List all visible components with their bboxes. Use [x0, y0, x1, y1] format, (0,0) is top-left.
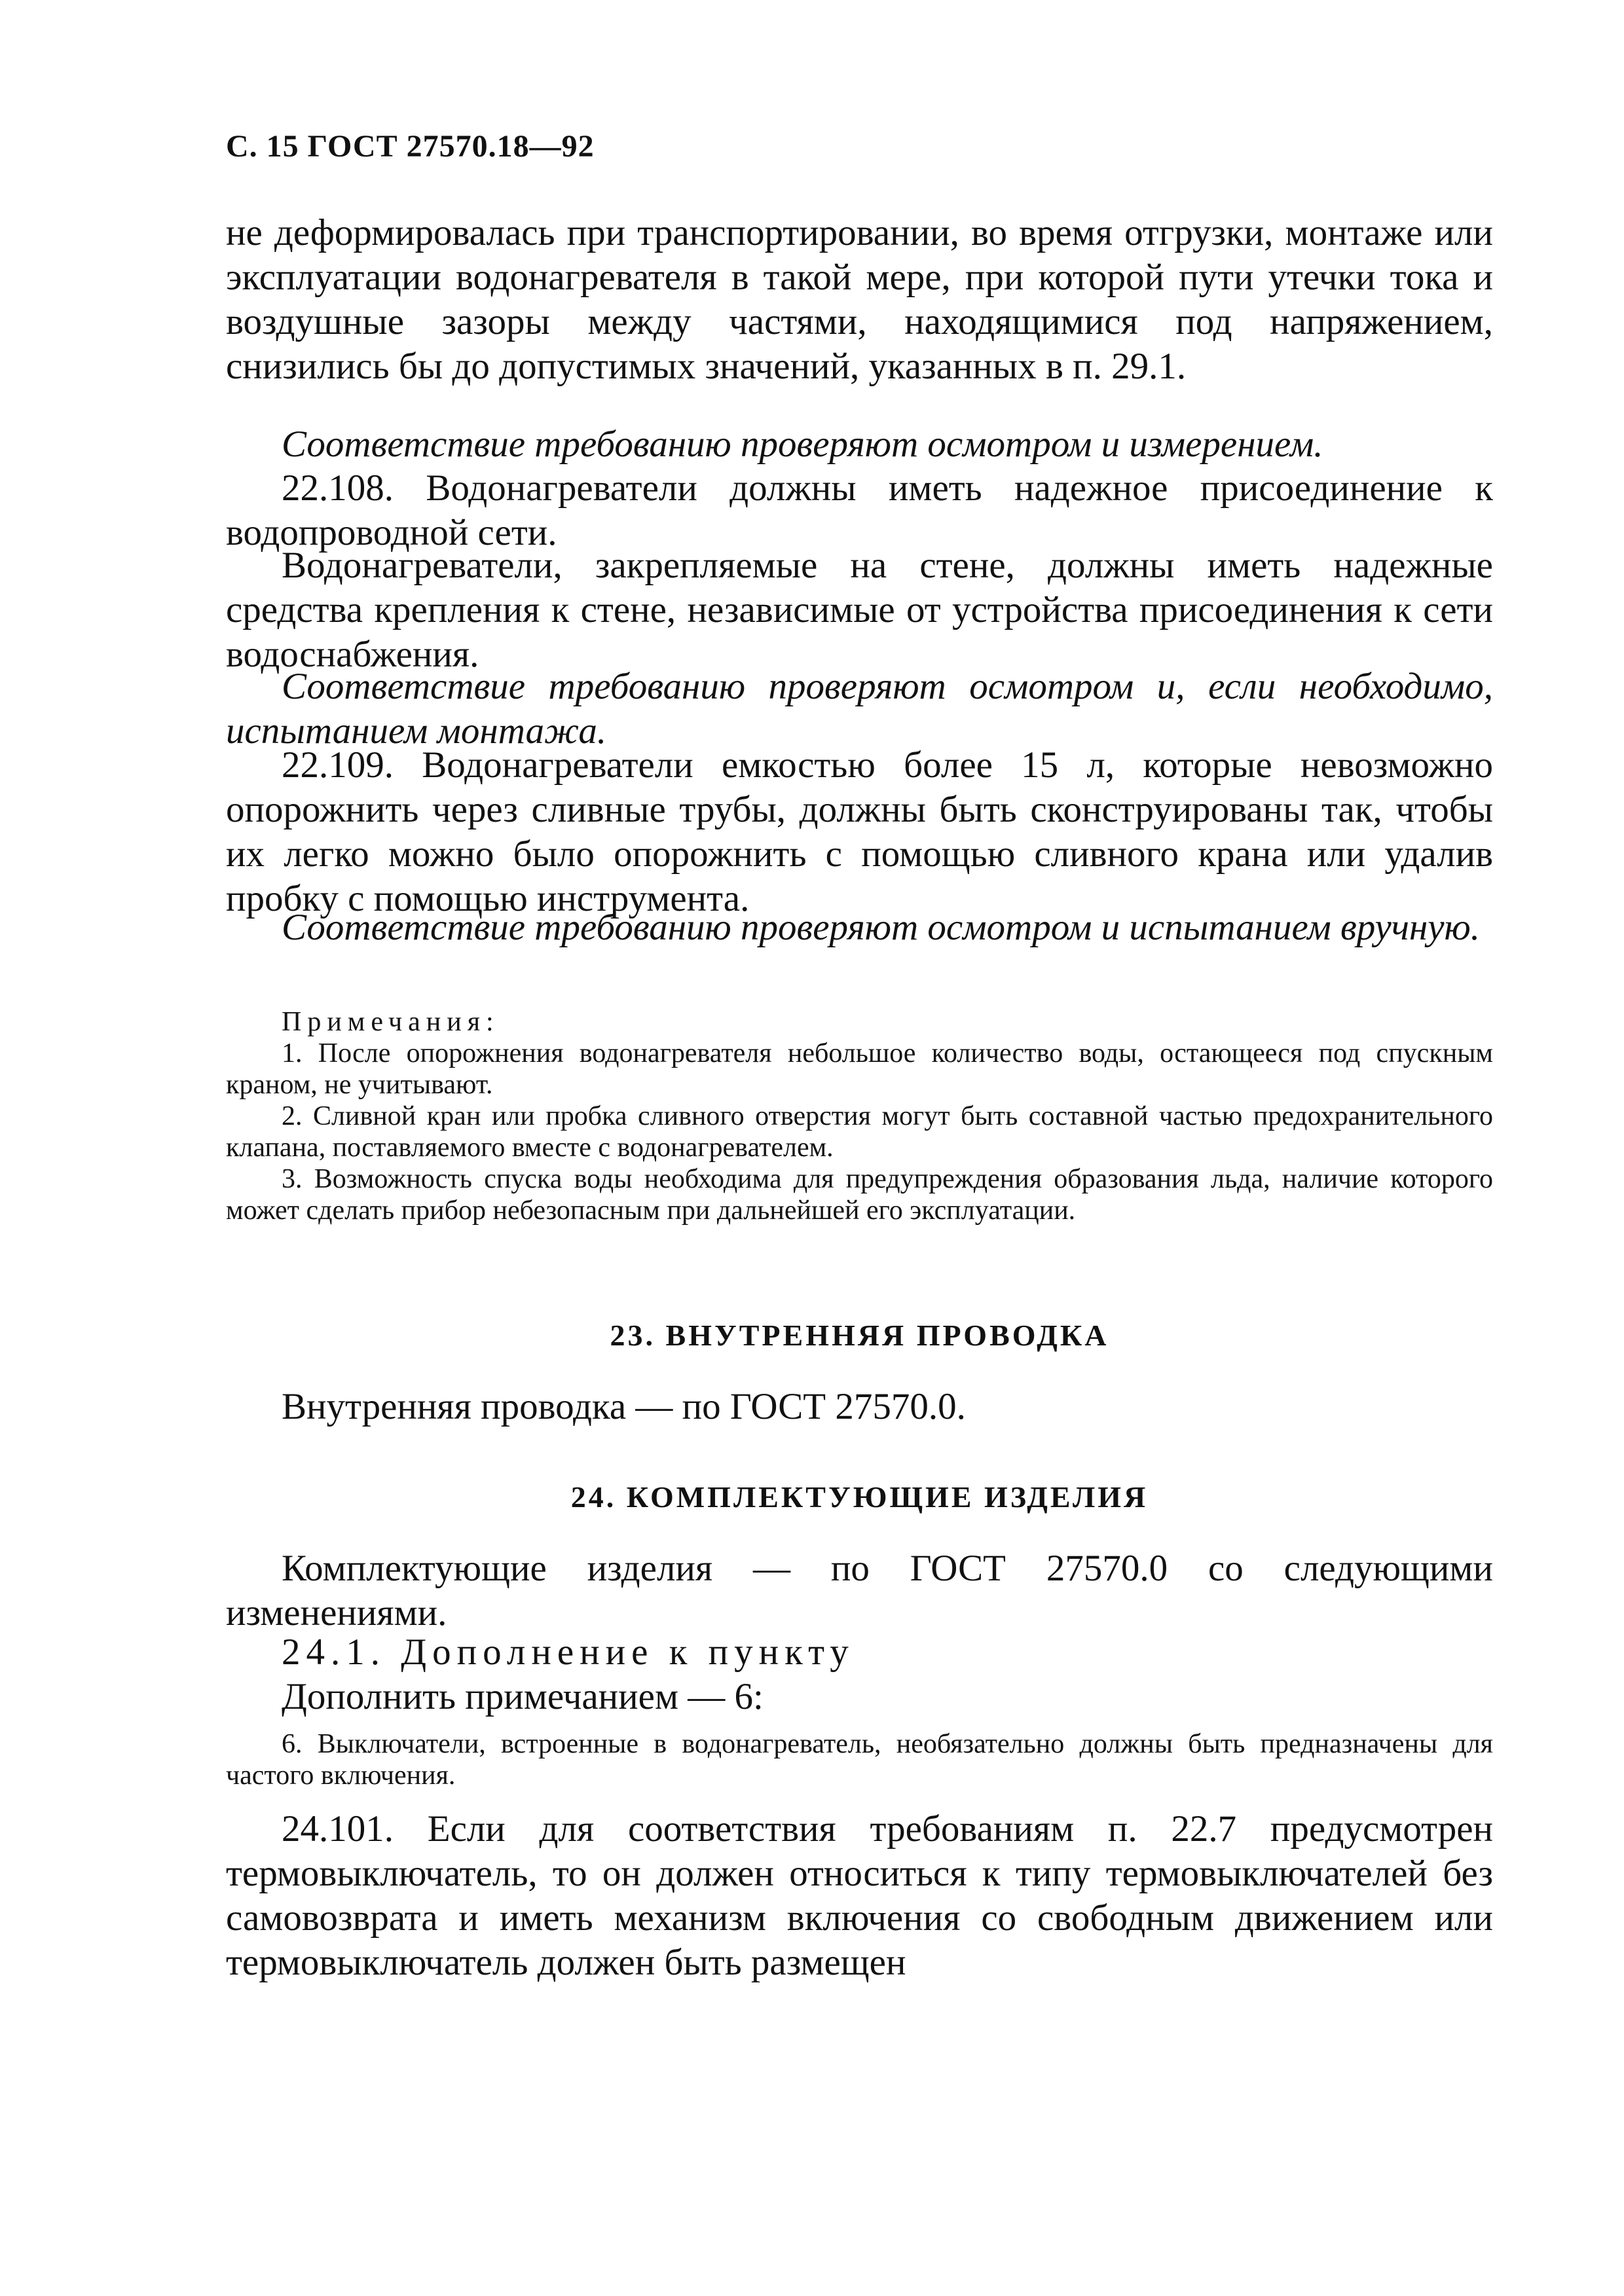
note-1: 1. После опорожнения водонагревателя небольшое количество воды, остающееся под спускным краном, не учитывают. [226, 1038, 1493, 1100]
check-statement-1: Соответствие требованию проверяют осмотром и измерением. [282, 424, 1323, 465]
paragraph-continuation: не деформировалась при транспортировании, во время отгрузки, монтаже или эксплуатации водонагревателя в такой мере, при которой пути утечки тока и воздушные зазоры между частями, находящимися под напряжением, снизились бы до допустимых значений, указанных в п. 29.1. [226, 212, 1493, 387]
clause-22-108-text: 22.108. Водонагреватели должны иметь надежное присоединение к водопроводной сети. [226, 467, 1493, 553]
section-23-heading: 23. ВНУТРЕННЯЯ ПРОВОДКА [610, 1319, 1109, 1352]
section-24-intro-text: Комплектующие изделия — по ГОСТ 27570.0 со следующими изменениями. [226, 1548, 1493, 1633]
section-24-heading: 24. КОМПЛЕКТУЮЩИЕ ИЗДЕЛИЯ [570, 1480, 1149, 1514]
note-2: 2. Сливной кран или пробка сливного отверстия могут быть составной частью предохранительного клапана, поставляемого вместе с водонагревателем. [226, 1101, 1493, 1163]
notes-block [226, 1006, 1493, 1226]
clause-24-1-addition: Дополнить примечанием — 6: [282, 1676, 764, 1717]
section-23-text: Внутренняя проводка — по ГОСТ 27570.0. [282, 1386, 966, 1427]
clause-22-109-text: 22.109. Водонагреватели емкостью более 15 л, которые невозможно опорожнить через сливные трубы, должны быть сконструированы так, чтобы их легко можно было опорожнить с помощью сливного крана или удалив пробку с помощью инструмента. [226, 744, 1493, 919]
notes-title: Примечания: [282, 1007, 500, 1037]
clause-24-1-text: 24.1. Дополнение к пункту [282, 1631, 855, 1673]
check-statement-2: Соответствие требованию проверяют осмотром и, если необходимо, испытанием монтажа. [226, 666, 1493, 752]
note-6: 6. Выключатели, встроенные в водонагреватель, необязательно должны быть предназначены для частого включения. [226, 1729, 1493, 1791]
clause-24-101-text: 24.101. Если для соответствия требованиям п. 22.7 предусмотрен термовыключатель, то он должен относиться к типу термовыключателей без самовозврата и иметь механизм включения со свободным движением или термовыключатель должен быть размещен [226, 1808, 1493, 1983]
section-24-intro [226, 1546, 1493, 1635]
clause-22-108-b [226, 543, 1493, 677]
section-23-body [226, 1385, 1493, 1429]
continued-paragraph [226, 211, 1493, 389]
note-6-block [226, 1728, 1493, 1791]
clause-22-108-b-text: Водонагреватели, закрепляемые на стене, должны иметь надежные средства крепления к стене, независимые от устройства присоединения к сети водоснабжения. [226, 545, 1493, 675]
page-header: С. 15 ГОСТ 27570.18—92 [226, 129, 595, 164]
check-3 [226, 905, 1493, 950]
clause-22-109 [226, 743, 1493, 921]
clause-24-1 [226, 1630, 1493, 1719]
clause-22-108 [226, 466, 1493, 555]
clause-24-101 [226, 1807, 1493, 1985]
check-statement-3: Соответствие требованию проверяют осмотром и испытанием вручную. [282, 907, 1480, 948]
check-2 [226, 665, 1493, 754]
check-1 [226, 422, 1493, 467]
note-3: 3. Возможность спуска воды необходима для предупреждения образования льда, наличие которого может сделать прибор небезопасным при дальнейшей его эксплуатации. [226, 1164, 1493, 1226]
